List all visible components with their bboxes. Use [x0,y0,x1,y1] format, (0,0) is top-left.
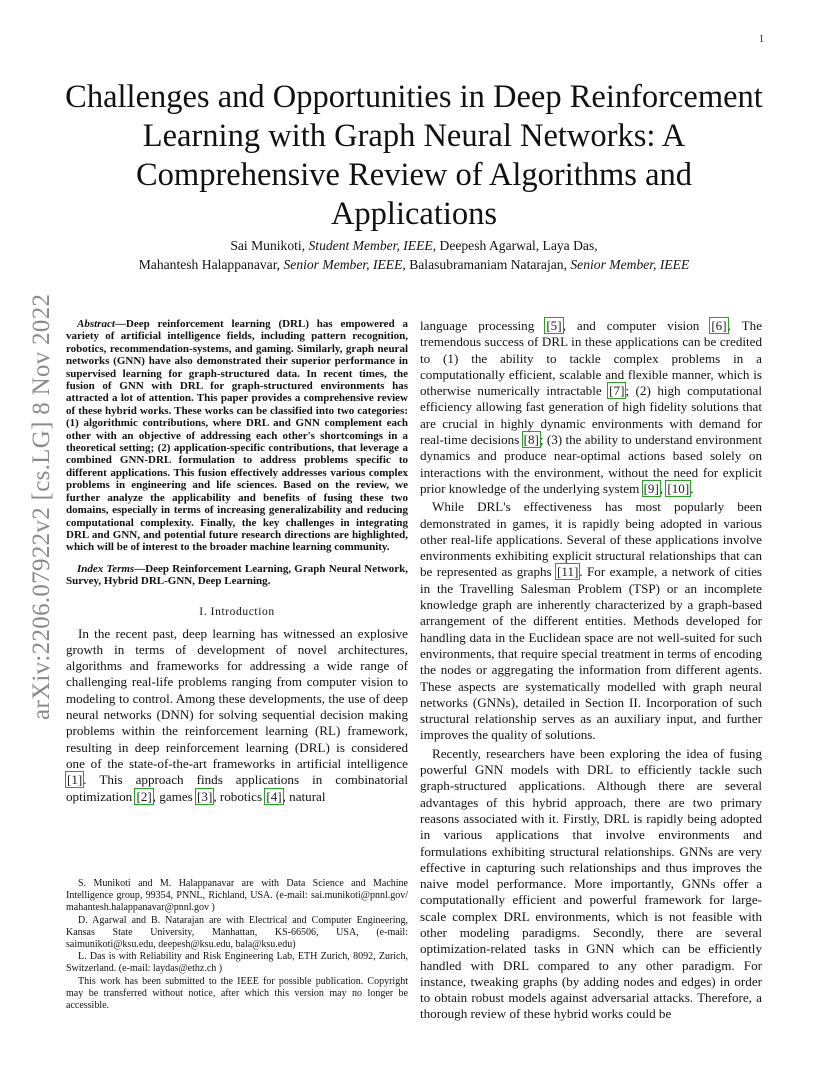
authors-line1: Sai Munikoti, Student Member, IEEE, Deepesh Agarwal, Laya Das, [230,238,598,253]
citation-link-10[interactable]: [10] [667,480,690,496]
right-column [420,318,762,1025]
arxiv-identifier: arXiv:2206.07922v2 [cs.LG] 8 Nov 2022 [28,293,55,720]
right-paragraph-3: Recently, researchers have been exploring the idea of fusing powerful GNN models with DRL to efficiently tackle such graph-structured applications. Although there are several advantages of this hybrid approach, there are two primary reasons associated with it. Firstly, DRL is rapidly being adopted in various applications that involve environments and formulations exhibiting structural relationships. GNNs are very effective in capturing such relationships and thus improves the naive model performance. More importantly, GNNs offer a computationally efficient and powerful framework for large-scale complex DRL environments, which is not feasible with other modeling paradigms. Secondly, there are several optimization-related tasks in GNN which can be efficiently handled with DRL compared to any other paradigm. For instance, tweaking graphs (by adding nodes and edges) in order to obtain robust models against adversarial attacks. Therefore, a thorough review of these hybrid works could be [420,745,762,1022]
citation-link-7[interactable]: [7] [609,383,625,399]
abstract-text: —Deep reinforcement learning (DRL) has empowered a variety of artificial intelligence fields, including pattern recognition, robotics, recommendation-systems, and gaming. Similarly, graph neural networks (GNN) have also demonstrated their superior performance in supervised learning for graph-structured data. In recent times, the fusion of GNN with DRL for graph-structured environments has attracted a lot of attention. This paper provides a comprehensive review of these hybrid works. These works can be classified into two categories: (1) algorithmic contributions, where DRL and GNN complement each other with an objective of addressing each other's shortcomings in a theoretical setting; (2) application-specific contributions, that leverage a combined GNN-DRL formulation to address problems specific to different applications. This fusion effectively addresses various complex problems in engineering and life sciences. Based on the review, we further analyze the applicability and benefits of fusing these two domains, especially in terms of increasing generalizability and reducing computational complexity. Finally, the key challenges in integrating DRL and GNN, and potential future research directions are highlighted, which will be of interest to the broader machine learning community. [66,318,408,554]
citation-link-9[interactable]: [9] [643,480,659,496]
footnote-affiliation-2: D. Agarwal and B. Natarajan are with Electrical and Computer Engineering, Kansas State University, Manhattan, KS-66506, USA, (e-mail: saimunikoti@ksu.edu, deepesh@ksu.edu, bala@ksu.edu) [66,914,408,950]
paper-title: Challenges and Opportunities in Deep Reinforcement Learning with Graph Neural Networks: A Comprehensive Review of Algorithms and Applications [65,79,763,232]
page-number: 1 [759,34,764,45]
citation-link-4[interactable]: [4] [266,788,282,804]
index-terms-label: Index Terms [77,562,135,575]
section-heading-introduction: I. Introduction [199,605,275,618]
citation-link-6[interactable]: [6] [711,318,727,333]
citation-link-8[interactable]: [8] [523,432,539,448]
intro-paragraph: In the recent past, deep learning has witnessed an explosive growth in terms of development of novel architectures, algorithms and frameworks for addressing a wide range of challenging real-life problems ranging from computer vision to modeling to control. Among these developments, the use of deep neural networks (DNN) for solving sequential decision making problems within the reinforcement learning (RL) framework, resulting in deep reinforcement learning (DRL) is considered one of the state-of-the-art frameworks in artificial intelligence [1]. This approach finds applications in combinatorial optimization [2], games [3], robotics [4], natural [66,625,408,804]
citation-link-5[interactable]: [5] [546,318,562,333]
citation-link-1[interactable]: [1] [67,772,83,788]
index-terms [66,563,408,588]
right-paragraph-2: While DRL's effectiveness has most popularly been demonstrated in games, it is rapidly being adopted in various other real-life applications. Several of these applications involve environments exhibiting explicit structural relationships that can be represented as graphs [11]. For example, a network of cities in the Travelling Salesman Problem (TSP) or an incomplete knowledge graph are inherently characterized by a graph-based arrangement of the different entities. Methods developed for handling data in the Euclidean space are not well-suited for such environments, that require special treatment in terms of encoding the nodes or aggregating the information from different agents. These aspects are systematically modelled with graph neural networks (GNNs), detailed in Section II. Incorporation of such structural relationship serves as an auxiliary input, and further improves the quality of solutions. [420,499,762,743]
footnote-affiliation-1: S. Munikoti and M. Halappanavar are with Data Science and Machine Intelligence group, 99354, PNNL, Richland, USA. (e-mail: sai.munikoti@pnnl.gov/ mahantesh.halappanavar@pnnl.gov ) [66,878,408,913]
index-terms-text: —Deep Reinforcement Learning, Graph Neural Network, Survey, Hybrid DRL-GNN, Deep Learning. [66,562,408,588]
abstract [66,318,408,554]
right-paragraph-1: language processing [5], and computer vision [6]. The tremendous success of DRL in these applications can be credited to (1) the ability to tackle complex problems in a computationally efficient, scalable and flexible manner, which is otherwise numerically intractable [7]; (2) high computational efficiency allowing fast generation of high fidelity solutions that are crucial in highly dynamic environments with demand for real-time decisions [8]; (3) the ability to understand environment dynamics and produce near-optimal actions based solely on interactions with the environment, without the need for explicit prior knowledge of the underlying system [9], [10]. [420,318,763,496]
footnote-affiliation-3: L. Das is with Reliability and Risk Engineering Lab, ETH Zurich, 8092, Zurich, Switzerland. (e-mail: laydas@ethz.ch ) [66,951,408,975]
authors-line2: Mahantesh Halappanavar, Senior Member, IEEE, Balasubramaniam Natarajan, Senior Member, IEEE [138,257,690,272]
citation-link-3[interactable]: [3] [197,788,213,804]
arxiv-sidebar [8,290,55,720]
left-column [66,318,408,805]
footnotes [66,878,408,1013]
author-list [60,236,768,274]
citation-link-2[interactable]: [2] [136,788,152,804]
footnote-submission-note: This work has been submitted to the IEEE for possible publication. Copyright may be transferred without notice, after which this version may no longer be accessible. [66,976,408,1012]
citation-link-11[interactable]: [11] [557,564,579,580]
abstract-label: Abstract [77,318,115,330]
